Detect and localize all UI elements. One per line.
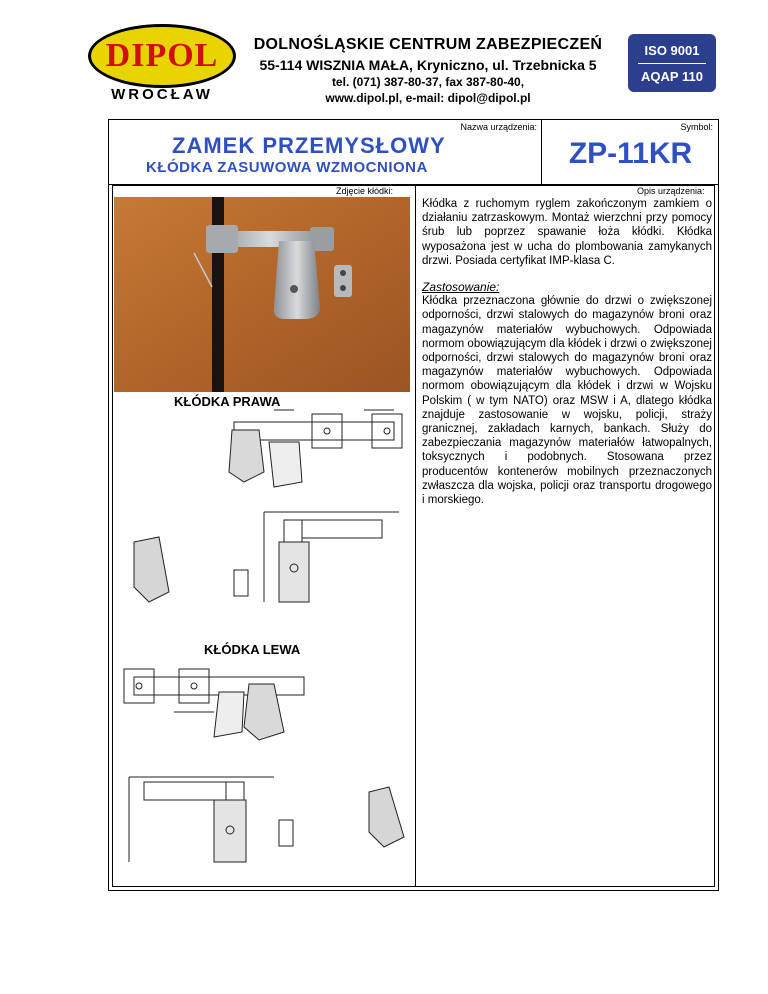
padlock-photo — [114, 197, 410, 392]
device-name-cell — [108, 119, 542, 184]
padlock-photo-illustration — [114, 197, 410, 392]
logo-city: WROCŁAW — [111, 86, 213, 103]
device-subtitle: KŁÓDKA ZASUWOWA WZMOCNIONA — [146, 159, 428, 176]
device-name-label: Nazwa urządzenia: — [460, 122, 537, 132]
photo-label: Zdjęcie kłódki: — [336, 186, 394, 196]
title-block — [108, 119, 719, 184]
column-divider — [415, 185, 416, 887]
description-text — [422, 197, 712, 507]
company-phone: tel. (071) 387-80-37, fax 387-80-40, — [331, 75, 525, 89]
symbol-cell — [542, 119, 719, 184]
iso-badge — [628, 34, 716, 92]
iso-line-2: AQAP 110 — [641, 69, 703, 84]
dipol-logo — [88, 24, 236, 88]
description-paragraph-1: Kłódka z ruchomym ryglem zakończonym zamkiem o działaniu zatrzaskowym. Montaż wierzchni przy pomocy śrub lub poprzez spawanie łoża kłódki. Kłódka wyposażona jest w ucha do plombowania zamykanych drzwi. Posiada certyfikat IMP-klasa C. — [422, 198, 712, 267]
usage-heading: Zastosowanie: — [422, 280, 500, 295]
description-paragraph-2: Kłódka przeznaczona głównie do drzwi o zwiększonej odporności, drzwi stalowych do magazynów broni oraz magazynów materiałów wybuchowych. Odpowiada normom obowiązującym dla kłódek i drzwi o zwiększonej odporności, drzwi stalowych do magazynów broni oraz magazynów materiałów wybuchowych. Odpowiada normom obowiązującym dla kłódek i drzwi w Wojsku Polskim ( w tym NATO) oraz MSW i A, dlatego kłódka znajduje zastosowanie w wojsku, policji, straży granicznej, zakładach karnych, bankach. Służy do zabezpieczania magazynów materiałów łatwopalnych, toksycznych i podobnych. Stosowana przez producentów kontenerów mobilnych przeznaczonych zwłaszcza dla wojska, policji oraz transportu drogowego i morskiego. — [422, 295, 712, 507]
company-info — [248, 36, 608, 105]
assembly-drawing — [114, 392, 414, 886]
device-symbol: ZP-11KR — [568, 137, 693, 170]
iso-divider — [638, 63, 706, 64]
drawing-right-title: KŁÓDKA PRAWA — [174, 394, 281, 409]
iso-line-1: ISO 9001 — [644, 43, 700, 58]
company-web: www.dipol.pl, e-mail: dipol@dipol.pl — [325, 91, 531, 105]
drawing-left-title: KŁÓDKA LEWA — [204, 642, 301, 657]
logo-text: DIPOL — [105, 37, 219, 74]
device-title: ZAMEK PRZEMYSŁOWY — [172, 133, 446, 158]
assembly-drawing-illustration — [114, 392, 414, 886]
company-address: 55-114 WISZNIA MAŁA, Kryniczno, ul. Trzebnicka 5 — [259, 57, 597, 73]
description-label: Opis urządzenia: — [637, 186, 705, 196]
symbol-label: Symbol: — [680, 122, 713, 132]
company-name: DOLNOŚLĄSKIE CENTRUM ZABEZPIECZEŃ — [253, 36, 603, 53]
